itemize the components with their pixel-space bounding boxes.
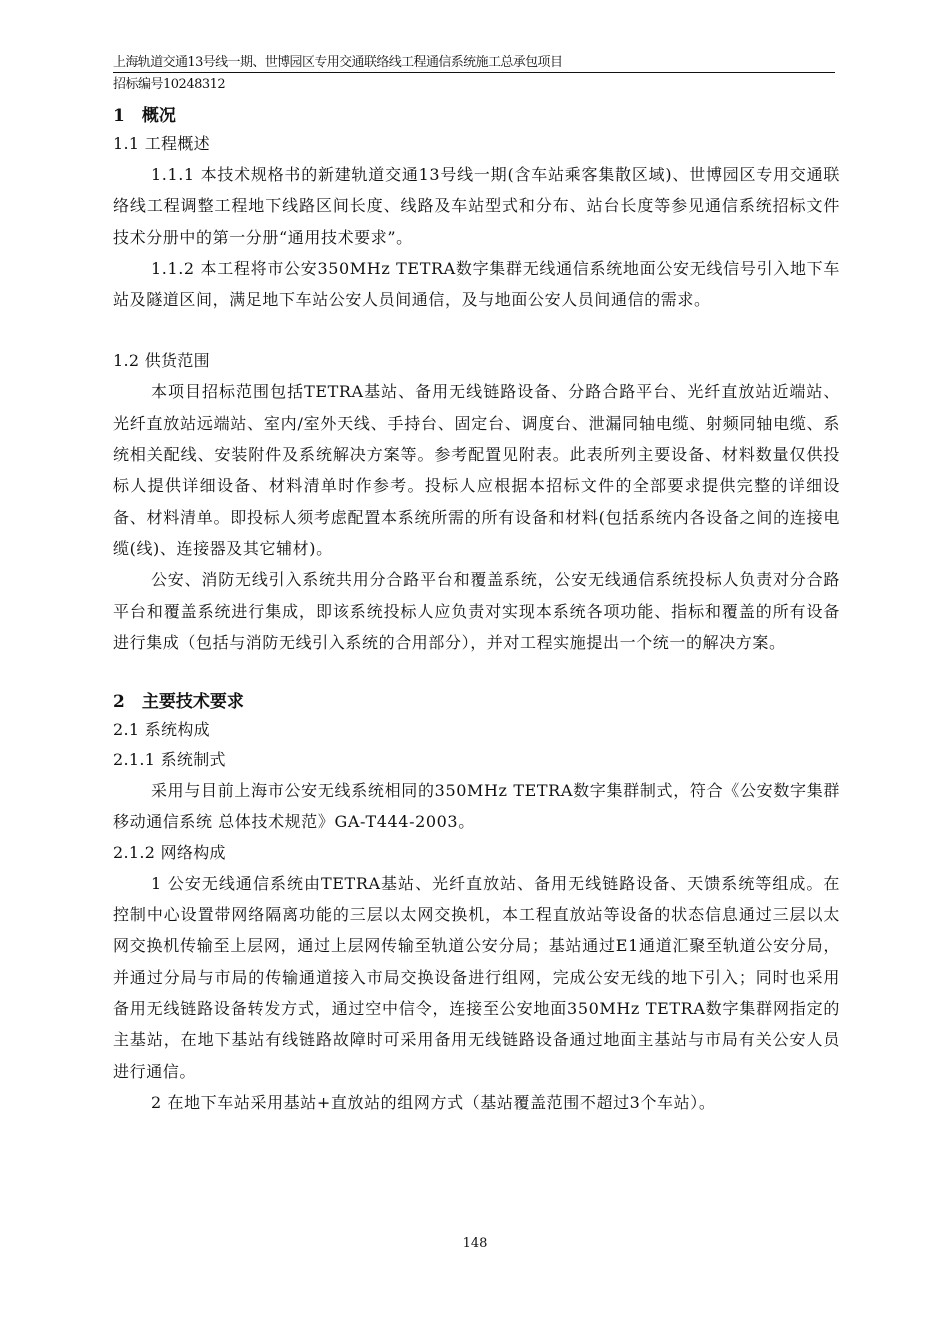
paragraph-2-1-2-item-1: 1 公安无线通信系统由TETRA基站、光纤直放站、备用无线链路设备、天馈系统等组成。在控制中心设置带网络隔离功能的三层以太网交换机，本工程直放站等设备的状态信息通过三层以太网交换机传输至上层网，通过上层网传输至轨道公安分局；基站通过E1通道汇聚至轨道公安分局，并通过分局与市局的传输通道接入市局交换设备进行组网，完成公安无线的地下引入；同时也采用备用无线链路设备转发方式，通过空中信令，连接至公安地面350MHz TETRA数字集群网指定的主基站，在地下基站有线链路故障时可采用备用无线链路设备通过地面主基站与市局有关公安人员进行通信。 — [113, 873, 840, 1081]
section-1-2-heading: 1.2 供货范围 — [113, 351, 210, 371]
paragraph-1-2-scope: 本项目招标范围包括TETRA基站、备用无线链路设备、分路合路平台、光纤直放站近端站、光纤直放站远端站、室内/室外天线、手持台、固定台、调度台、泄漏同轴电缆、射频同轴电缆、系统相关配线、安装附件及系统解决方案等。参考配置见附表。此表所列主要设备、材料数量仅供投标人提供详细设备、材料清单时作参考。投标人应根据本招标文件的全部要求提供完整的详细设备、材料清单。即投标人须考虑配置本系统所需的所有设备和材料(包括系统内各设备之间的连接电缆(线)、连接器及其它辅材)。 — [113, 382, 840, 558]
bid-number: 招标编号10248312 — [113, 77, 226, 92]
section-1-heading: 1 概况 — [113, 106, 176, 126]
running-header: 上海轨道交通13号线一期、世博园区专用交通联络线工程通信系统施工总承包项目 — [113, 55, 563, 70]
header-divider — [113, 72, 835, 73]
section-1-1-heading: 1.1 工程概述 — [113, 134, 210, 153]
section-2-1-1-heading: 2.1.1 系统制式 — [113, 750, 226, 770]
paragraph-2-1-2-item-2: 2 在地下车站采用基站+直放站的组网方式（基站覆盖范围不超过3个车站）。 — [151, 1092, 716, 1112]
page-number: 148 — [462, 1236, 488, 1251]
section-2-1-2-heading: 2.1.2 网络构成 — [113, 842, 226, 862]
paragraph-1-1-2: 1.1.2 本工程将市公安350MHz TETRA数字集群无线通信系统地面公安无线信号引入地下车站及隧道区间，满足地下车站公安人员间通信，及与地面公安人员间通信的需求。 — [113, 258, 840, 310]
paragraph-1-1-1: 1.1.1 本技术规格书的新建轨道交通13号线一期(含车站乘客集散区域)、世博园区专用交通联络线工程调整工程地下线路区间长度、线路及车站型式和分布、站台长度等参见通信系统招标文件技术分册中的第一分册“通用技术要求”。 — [113, 165, 840, 247]
paragraph-2-1-1: 采用与目前上海市公安无线系统相同的350MHz TETRA数字集群制式，符合《公安数字集群移动通信系统 总体技术规范》GA-T444-2003。 — [113, 781, 840, 832]
document-body — [113, 103, 840, 1118]
spacer — [113, 658, 840, 689]
spacer — [113, 315, 840, 346]
section-2-1-heading: 2.1 系统构成 — [113, 720, 210, 740]
section-2-heading: 2 主要技术要求 — [113, 692, 244, 713]
paragraph-1-2-integration: 公安、消防无线引入系统共用分合路平台和覆盖系统，公安无线通信系统投标人负责对分合路平台和覆盖系统进行集成，即该系统投标人应负责对实现本系统各项功能、指标和覆盖的所有设备进行集成（包括与消防无线引入系统的合用部分），并对工程实施提出一个统一的解决方案。 — [113, 570, 840, 652]
